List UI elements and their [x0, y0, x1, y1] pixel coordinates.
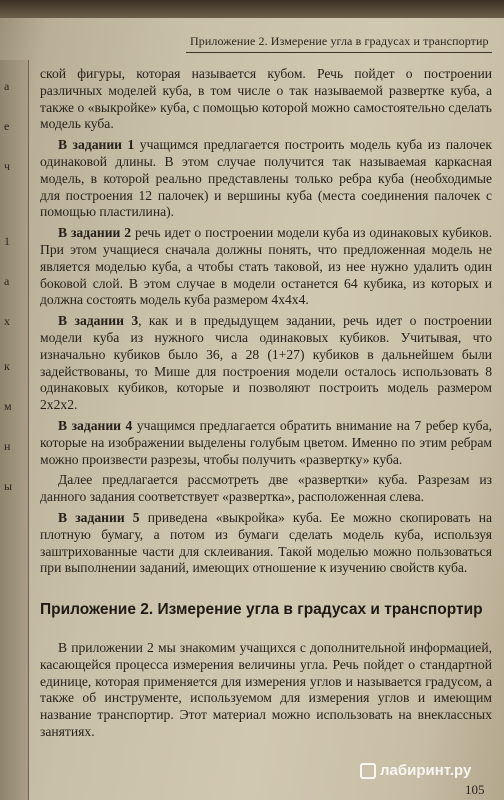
previous-page-mark: ч	[4, 159, 11, 173]
section-text	[40, 640, 492, 741]
paragraph	[40, 137, 492, 221]
section-title: Приложение 2. Измерение угла в градусах и транспортир	[40, 601, 483, 618]
task-lead: В задании 3	[58, 313, 139, 329]
paragraph-text: учащимся предлагается обратить внимание на 7 ребер куба, которые на изображении выделены голубым цветом. Именно по этим ребрам можно произвести разрезы, чтобы получить «развертку» куба.	[40, 417, 493, 467]
paragraph-text: Далее предлагается рассмотреть две «развертки» куба. Разрезам из данного задания соответствует «развертка», расположенная слева.	[40, 472, 492, 505]
main-text	[40, 66, 492, 581]
previous-page-edge	[0, 60, 29, 800]
previous-page-mark: м	[4, 399, 12, 413]
paragraph	[40, 66, 492, 133]
paragraph	[40, 472, 492, 506]
task-lead: В задании 2	[58, 225, 132, 241]
page-top-edge	[0, 0, 504, 18]
previous-page-mark: ы	[4, 479, 13, 493]
previous-page-mark: н	[4, 439, 11, 453]
paragraph-text: речь идет о построении модели куба из одинаковых кубиков. При этом учащиеся сначала должны понять, что предложенная модель не является моделью куба, а чтобы стать таковой, из нее нужно удалить один боковой слой. В этом случае в модели останется 64 кубика, из которых и должна состоять модель куба размером 4x4x4.	[40, 225, 492, 308]
paragraph	[40, 225, 492, 309]
paragraph-text: учащимся предлагается построить модель куба из палочек одинаковой длины. В этом случае получится так называемая каркасная модель, в которой реально представлены только ребра куба (необходимые для построения 12 палочек) и вершины куба (места соединения палочек с помощью пластилина).	[40, 137, 493, 220]
paragraph	[40, 418, 492, 468]
task-lead: В задании 4	[58, 417, 133, 433]
paragraph-text: ской фигуры, которая называется кубом. Речь пойдет о построении различных моделей куба, в том числе о так называемой развертке куба, а также о «выкройке» куба, с помощью которой можно самостоятельно сделать модель куба.	[40, 66, 492, 132]
paragraph-text: приведена «выкройка» куба. Ее можно скопировать на плотную бумагу, а потом из бумаги сделать модель куба, используя заштрихованные части для склеивания. Такой моделью можно пользоваться при выполнении заданий, имеющих отношение к изучению свойств куба.	[40, 509, 493, 576]
previous-page-mark: х	[4, 314, 10, 328]
previous-page-mark: а	[4, 79, 10, 93]
running-header: Приложение 2. Измерение угла в градусах и транспортир	[190, 34, 489, 48]
task-lead: В задании 5	[58, 509, 140, 525]
previous-page-mark: е	[4, 119, 10, 133]
previous-page-mark: 1	[4, 234, 10, 248]
page-number: 105	[465, 782, 485, 797]
header-rule	[186, 52, 492, 53]
watermark-logo-icon	[360, 763, 376, 779]
section-paragraph: В приложении 2 мы знакомим учащихся с дополнительной информацией, касающейся процесса измерения величины угла. Речь пойдет о стандартной единице, которая применяется для измерения углов и называется градусом, а также об инструменте, используемом для измерения углов и имеющим название транспортир. Этот материал можно использовать на внеклассных занятиях.	[40, 640, 492, 739]
watermark: лабиринт.ру	[360, 762, 471, 779]
paragraph-text: , как и в предыдущем задании, речь идет о построении модели куба из нужного числа одинаковых кубиков. Учитывая, что изначально кубиков было 36, а 28 (1+27) кубиков в дальнейшем были задействованы, то Мише для построения модели осталось использовать 8 одинаковых кубиков, которые и позволяют построить модель размером 2x2x2.	[40, 313, 492, 413]
paragraph	[40, 313, 492, 414]
task-lead: В задании 1	[58, 137, 135, 153]
paragraph	[40, 510, 492, 577]
previous-page-mark: а	[4, 274, 10, 288]
previous-page-mark: к	[4, 359, 10, 373]
